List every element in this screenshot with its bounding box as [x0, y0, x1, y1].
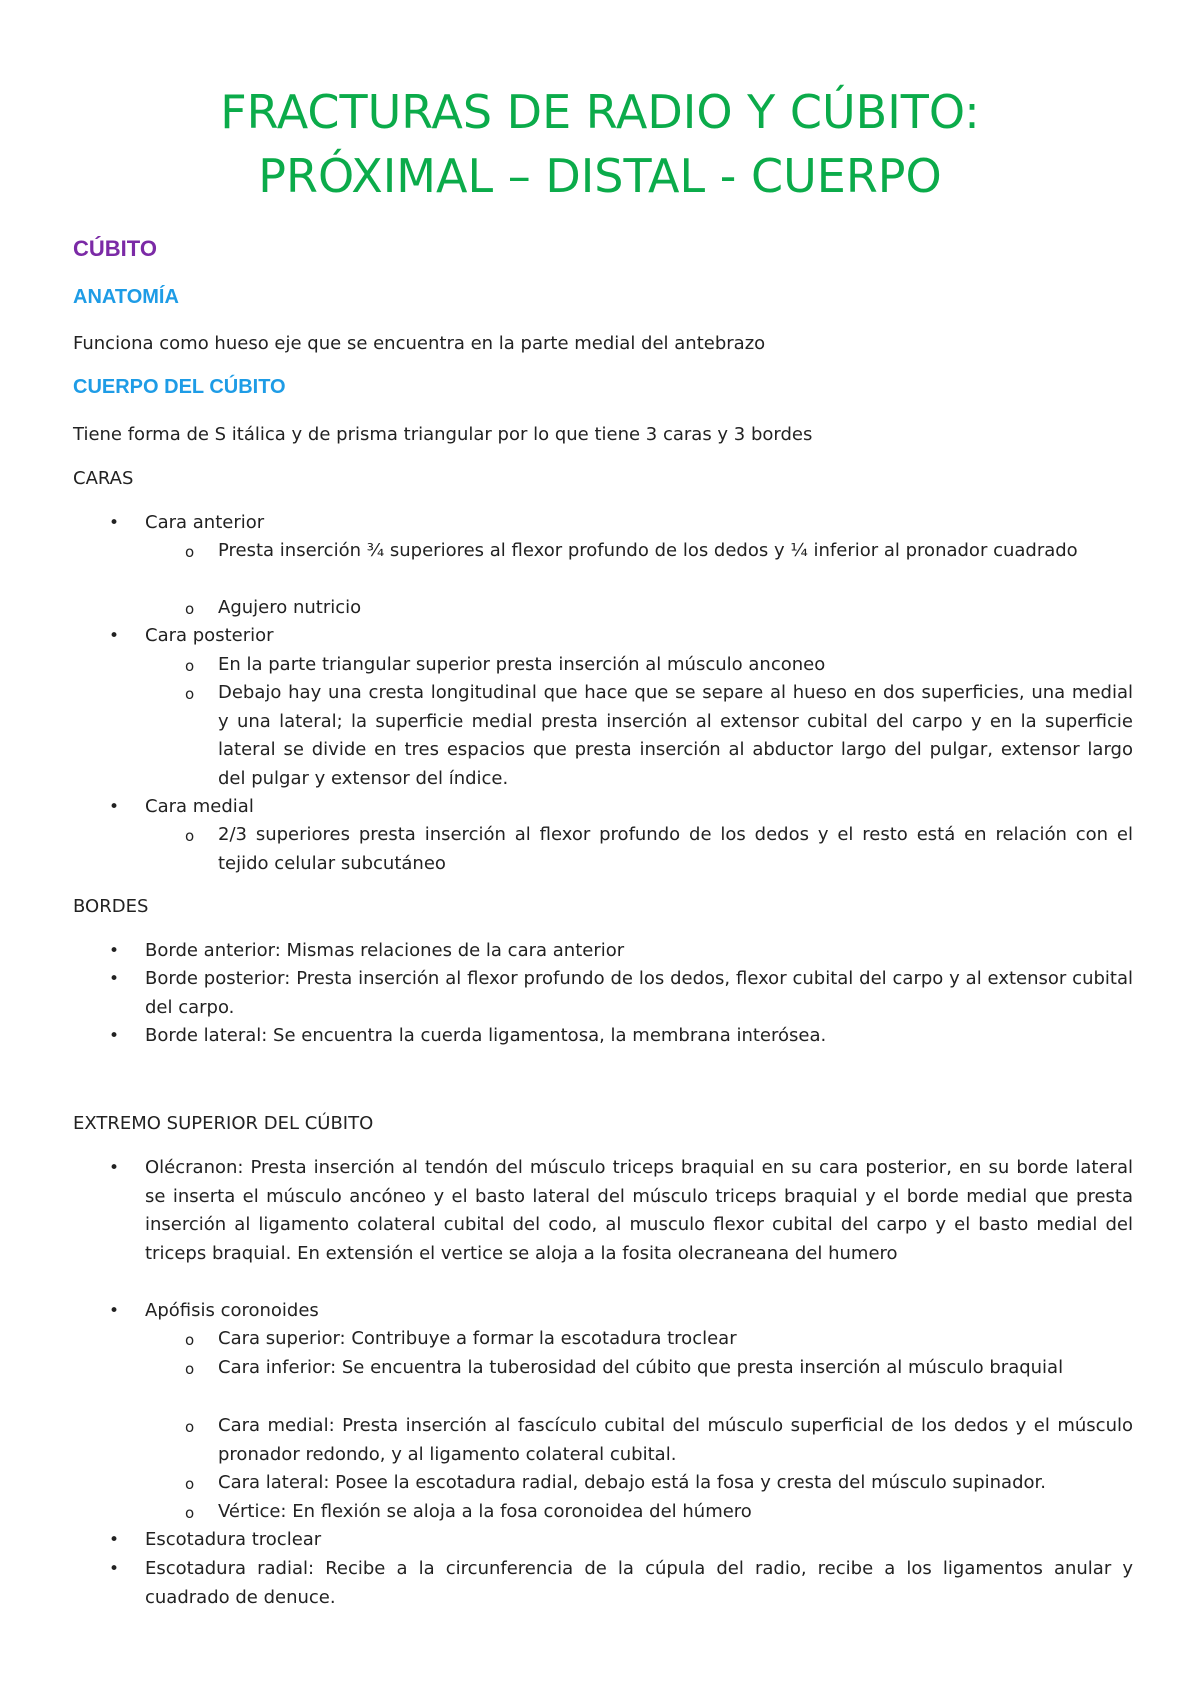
anatomy-text: Funciona como hueso eje que se encuentra en la parte medial del antebrazo [73, 333, 766, 354]
bullet-icon: • [109, 513, 120, 533]
list-item: Olécranon: Presta inserción al tendón del músculo triceps braquial en su cara posterior, en su borde lateral se inserta el músculo ancóneo y el basto lateral del músculo triceps braquial y el borde medial que presta inserción al ligamento colateral cubital del codo, al musculo flexor cubital del carpo y el basto medial del triceps braquial. En extensión el vertice se aloja a la fosita olecraneana del humero [145, 1157, 1133, 1264]
circle-bullet-icon: o [185, 827, 195, 845]
circle-bullet-icon: o [185, 685, 195, 703]
document-title-line-2: PRÓXIMAL – DISTAL - CUERPO [258, 149, 942, 203]
bordes-label: BORDES [73, 896, 149, 917]
circle-bullet-icon: o [185, 543, 195, 561]
circle-bullet-icon: o [185, 1331, 195, 1349]
circle-bullet-icon: o [185, 1504, 195, 1522]
sub-list-item: En la parte triangular superior presta inserción al músculo anconeo [218, 654, 826, 675]
body-text: Tiene forma de S itálica y de prisma triangular por lo que tiene 3 caras y 3 bordes [73, 424, 813, 445]
sub-list-item: Agujero nutricio [218, 597, 362, 618]
list-item: Cara anterior [145, 512, 265, 533]
sub-list-item: Cara medial: Presta inserción al fascículo cubital del músculo superficial de los dedos y el músculo pronador redondo, y al ligamento colateral cubital. [218, 1415, 1133, 1465]
list-item: Escotadura troclear [145, 1529, 322, 1550]
bullet-icon: • [109, 1559, 120, 1579]
body-heading: CUERPO DEL CÚBITO [73, 376, 286, 398]
circle-bullet-icon: o [185, 1418, 195, 1436]
sub-list-item: Vértice: En flexión se aloja a la fosa coronoidea del húmero [218, 1501, 752, 1522]
section-heading: CÚBITO [73, 236, 157, 261]
sub-list-item: Cara superior: Contribuye a formar la escotadura troclear [218, 1328, 737, 1349]
sub-list-item: Cara lateral: Posee la escotadura radial, debajo está la fosa y cresta del músculo supinador. [218, 1472, 1046, 1493]
anatomy-heading: ANATOMÍA [73, 286, 179, 308]
circle-bullet-icon: o [185, 1360, 195, 1378]
list-item: Borde posterior: Presta inserción al flexor profundo de los dedos, flexor cubital del carpo y al extensor cubital del carpo. [145, 968, 1133, 1018]
sub-list-item: Debajo hay una cresta longitudinal que hace que se separe al hueso en dos superficies, una medial y una lateral; la superficie medial presta inserción al extensor cubital del carpo y en la superficie lateral se divide en tres espacios que presta inserción al abductor largo del pulgar, extensor largo del pulgar y extensor del índice. [218, 682, 1133, 789]
bullet-icon: • [109, 1530, 120, 1550]
bullet-icon: • [109, 797, 120, 817]
bullet-icon: • [109, 1301, 120, 1321]
bullet-icon: • [109, 1026, 120, 1046]
sub-list-item: Cara inferior: Se encuentra la tuberosidad del cúbito que presta inserción al músculo braquial [218, 1357, 1064, 1378]
list-item: Cara posterior [145, 625, 274, 646]
list-item: Cara medial [145, 796, 254, 817]
circle-bullet-icon: o [185, 657, 195, 675]
list-item: Escotadura radial: Recibe a la circunferencia de la cúpula del radio, recibe a los ligamentos anular y cuadrado de denuce. [145, 1558, 1133, 1608]
bullet-icon: • [109, 941, 120, 961]
bullet-icon: • [109, 626, 120, 646]
caras-label: CARAS [73, 468, 134, 489]
list-item: Borde lateral: Se encuentra la cuerda ligamentosa, la membrana interósea. [145, 1025, 827, 1046]
circle-bullet-icon: o [185, 600, 195, 618]
extremo-label: EXTREMO SUPERIOR DEL CÚBITO [73, 1113, 374, 1134]
bullet-icon: • [109, 1158, 120, 1178]
bullet-icon: • [109, 969, 120, 989]
list-item: Apófisis coronoides [145, 1300, 319, 1321]
sub-list-item: 2/3 superiores presta inserción al flexor profundo de los dedos y el resto está en relación con el tejido celular subcutáneo [218, 824, 1133, 874]
circle-bullet-icon: o [185, 1475, 195, 1493]
document-title-line-1: FRACTURAS DE RADIO Y CÚBITO: [220, 85, 980, 139]
sub-list-item: Presta inserción ¾ superiores al flexor profundo de los dedos y ¼ inferior al pronador cuadrado [218, 540, 1078, 561]
list-item: Borde anterior: Mismas relaciones de la cara anterior [145, 940, 625, 961]
